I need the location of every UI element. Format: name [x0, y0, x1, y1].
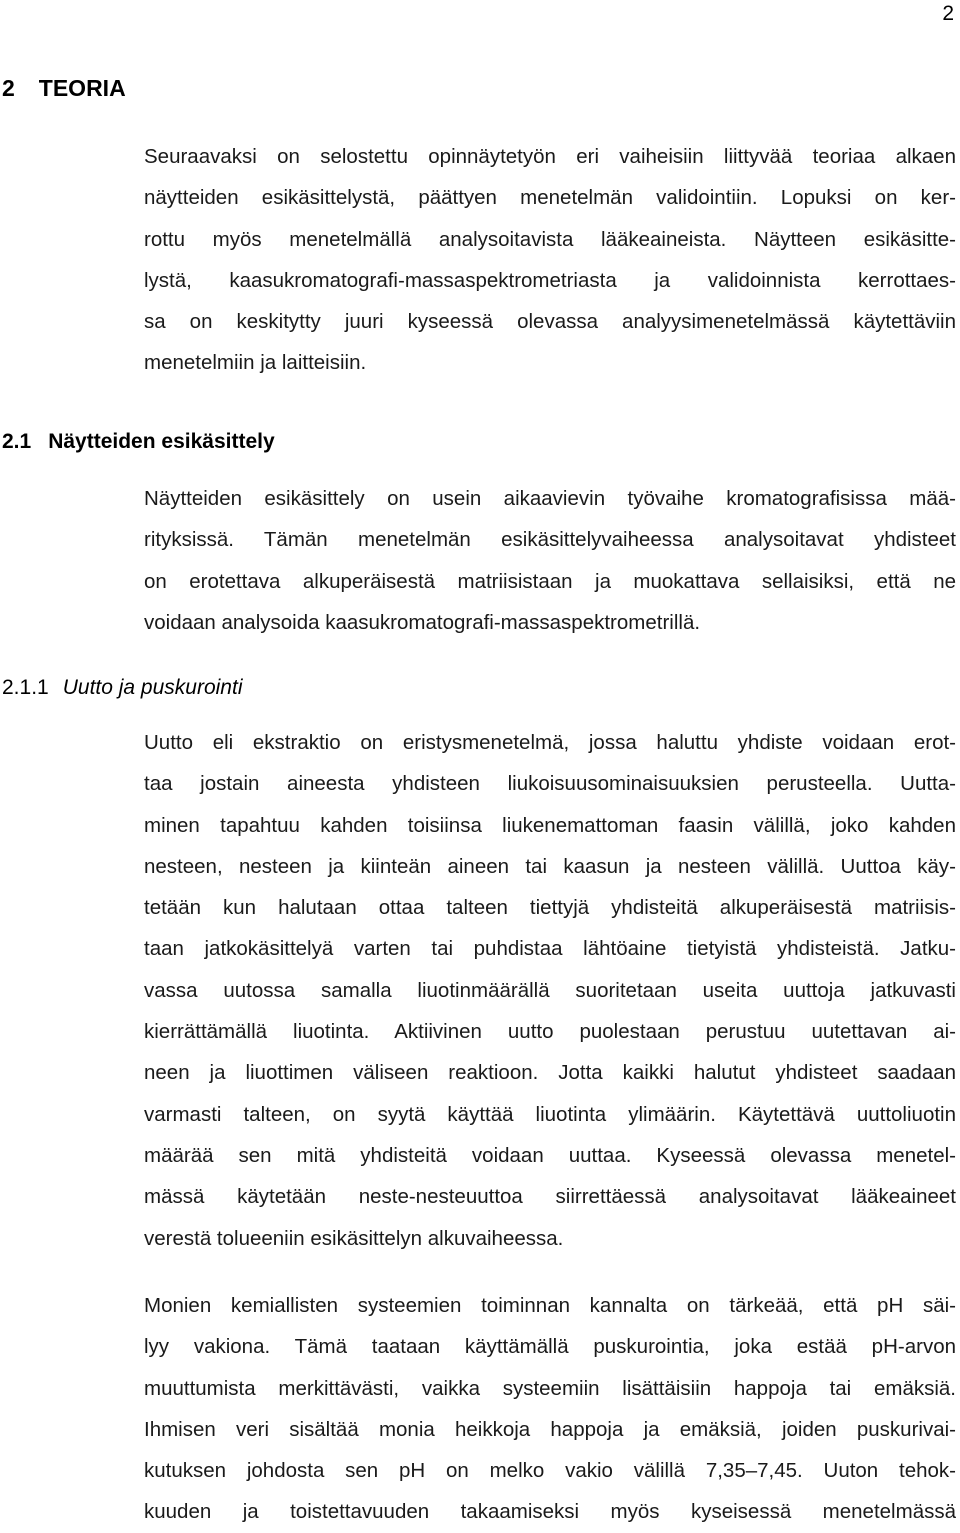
paragraph-line: verestä tolueeniin esikäsittelyn alkuvaiheessa. — [144, 1226, 564, 1250]
paragraph-line: Monien kemiallisten systeemien toiminnan kannalta on tärkeää, että pH säi- — [144, 1294, 956, 1317]
paragraph-line: neen ja liuottimen väliseen reaktioon. Jotta kaikki halutut yhdisteet saadaan — [144, 1061, 956, 1085]
paragraph-line: vassa uutossa samalla liuotinmäärällä suoritetaan useita uuttoja jatkuvasti — [144, 978, 956, 1002]
paragraph-line: on erotettava alkuperäisestä matriisistaan ja muokattava sellaisiksi, että ne — [144, 569, 956, 593]
section-title: TEORIA — [38, 75, 126, 101]
buffering-paragraph — [144, 1285, 956, 1533]
paragraph-line: Näytteiden esikäsittely on usein aikaavievin työvaihe kromatografisissa mää- — [144, 487, 956, 510]
paragraph-line: varmasti talteen, on syytä käyttää liuotinta ylimäärin. Käytettävä uuttoliuotin — [144, 1102, 956, 1126]
paragraph-line: Seuraavaksi on selostettu opinnäytetyön eri vaiheisiin liittyvää teoriaa alkaen — [144, 145, 956, 168]
paragraph-line: minen tapahtuu kahden toisiinsa liukenemattoman faasin välillä, joko kahden — [144, 813, 956, 837]
page-number: 2 — [942, 2, 954, 25]
paragraph-line: nesteen, nesteen ja kiinteän aineen tai kaasun ja nesteen välillä. Uuttoa käy- — [144, 854, 956, 878]
subsubsection-number: 2.1.1 — [2, 676, 49, 699]
paragraph-line: lystä, kaasukromatografi-massaspektrometriasta ja validoinnista kerrottaes- — [144, 268, 956, 292]
paragraph-line: taan jatkokäsittelyä varten tai puhdistaa lähtöaine tietyistä yhdisteistä. Jatku- — [144, 937, 956, 961]
paragraph-line: mässä käytetään neste-nesteuuttoa siirrettäessä analysoitavat lääkeaineet — [144, 1185, 956, 1209]
subsection-title: Näytteiden esikäsittely — [48, 430, 275, 453]
paragraph-line: tetään kun halutaan ottaa talteen tiettyjä yhdisteitä alkuperäisestä matriisis- — [144, 896, 956, 920]
section-number: 2 — [2, 75, 15, 101]
paragraph-line: menetelmiin ja laitteisiin. — [144, 351, 367, 375]
paragraph-line: lyy vakiona. Tämä taataan käyttämällä puskurointia, joka estää pH-arvon — [144, 1335, 956, 1359]
subsection-number: 2.1 — [2, 430, 32, 453]
paragraph-line: näytteiden esikäsittelystä, päättyen menetelmän validointiin. Lopuksi on ker- — [144, 186, 956, 210]
paragraph-line: voidaan analysoida kaasukromatografi-massaspektrometrillä. — [144, 610, 701, 634]
paragraph-line: rottu myös menetelmällä analysoitavista lääkeaineista. Näytteen esikäsitte- — [144, 227, 956, 251]
intro-paragraph — [144, 136, 956, 384]
subsection-heading — [2, 427, 275, 457]
paragraph-line: kutuksen johdosta sen pH on melko vakio välillä 7,35–7,45. Uuton tehok- — [144, 1459, 956, 1483]
paragraph-line: Ihmisen veri sisältää monia heikkoja happoja ja emäksiä, joiden puskurivai- — [144, 1417, 956, 1441]
subsubsection-title: Uutto ja puskurointi — [62, 676, 243, 699]
extraction-paragraph — [144, 722, 956, 1259]
paragraph-line: määrää sen mitä yhdisteitä voidaan uuttaa. Kyseessä olevassa menetel- — [144, 1143, 956, 1167]
subsubsection-heading — [2, 673, 242, 703]
paragraph-line: taa jostain aineesta yhdisteen liukoisuusominaisuuksien perusteella. Uutta- — [144, 772, 956, 796]
paragraph-line: Uutto eli ekstraktio on eristysmenetelmä, jossa haluttu yhdiste voidaan erot- — [144, 731, 956, 754]
paragraph-line: rityksissä. Tämän menetelmän esikäsittelyvaiheessa analysoitavat yhdisteet — [144, 528, 956, 552]
subsection-paragraph — [144, 478, 956, 643]
paragraph-line: sa on keskitytty juuri kyseessä olevassa analyysimenetelmässä käytettäviin — [144, 310, 956, 334]
paragraph-line: kuuden ja toistettavuuden takaamiseksi myös kyseisessä menetelmässä — [144, 1500, 956, 1524]
section-heading — [2, 72, 126, 104]
paragraph-line: muuttumista merkittävästi, vaikka systeemiin lisättäisiin happoja tai emäksiä. — [144, 1376, 956, 1400]
paragraph-line: kierrättämällä liuotinta. Aktiivinen uutto puolestaan perustuu uutettavan ai- — [144, 1020, 956, 1044]
